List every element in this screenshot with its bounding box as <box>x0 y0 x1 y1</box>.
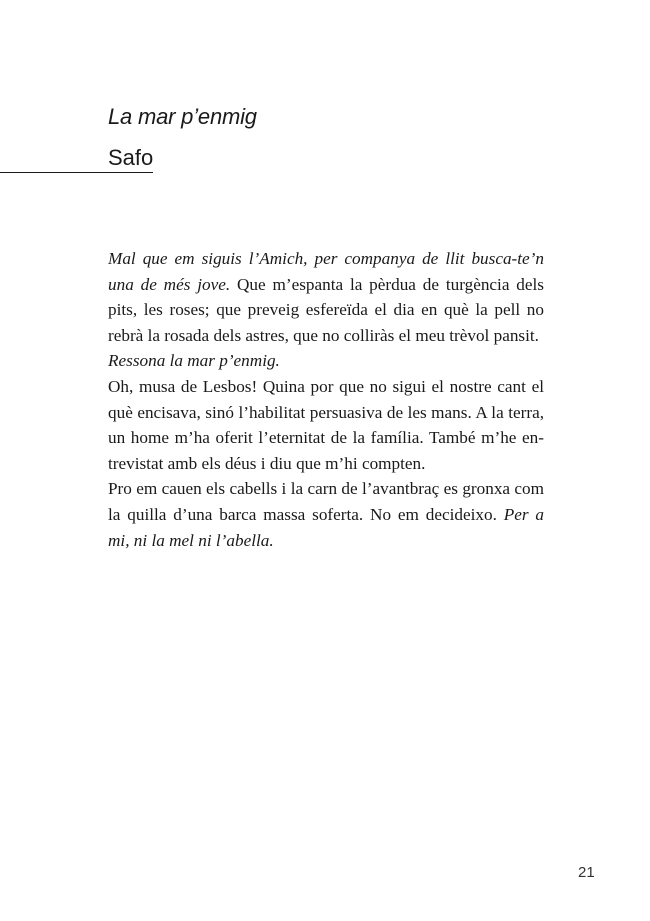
paragraph-4-italic: Per a mi, ni la mel ni l’abella. <box>108 504 544 550</box>
poem-title: La mar p’enmig <box>108 104 257 129</box>
paragraph-3: Oh, musa de Lesbos! Quina por que no sigui el nostre cant el què encisava, sinó l’habilitat persuasiva de les mans. A la terra, un home m’ha oferit l’eternitat de la família. També m’he entrevistat amb els déus i diu que m’hi compten. <box>108 376 544 473</box>
page-number: 21 <box>578 864 595 881</box>
paragraph-1 <box>108 246 544 348</box>
paragraph-1-text: Que m’espanta la pèrdua de turgència dels pits, les roses; que preveig esfereïda el dia en què la pell no rebrà la rosada dels astres, que no colliràs el meu trèvol pansit. <box>108 274 544 345</box>
paragraph-1-italic: Mal que em siguis l’Amich, per companya de llit busca-te’n una de més jove. <box>108 249 544 294</box>
paragraph-4 <box>108 476 544 553</box>
paragraph-4-text: Pro em cauen els cabells i la carn de l’avantbraç es gronxa com la quilla d’una barca massa soferta. No em decideixo. <box>108 479 544 524</box>
refrain-line: Ressona la mar p’enmig. <box>108 351 280 371</box>
author-name: Safo <box>108 145 154 170</box>
body-text <box>108 246 544 553</box>
header-rule <box>0 172 153 173</box>
